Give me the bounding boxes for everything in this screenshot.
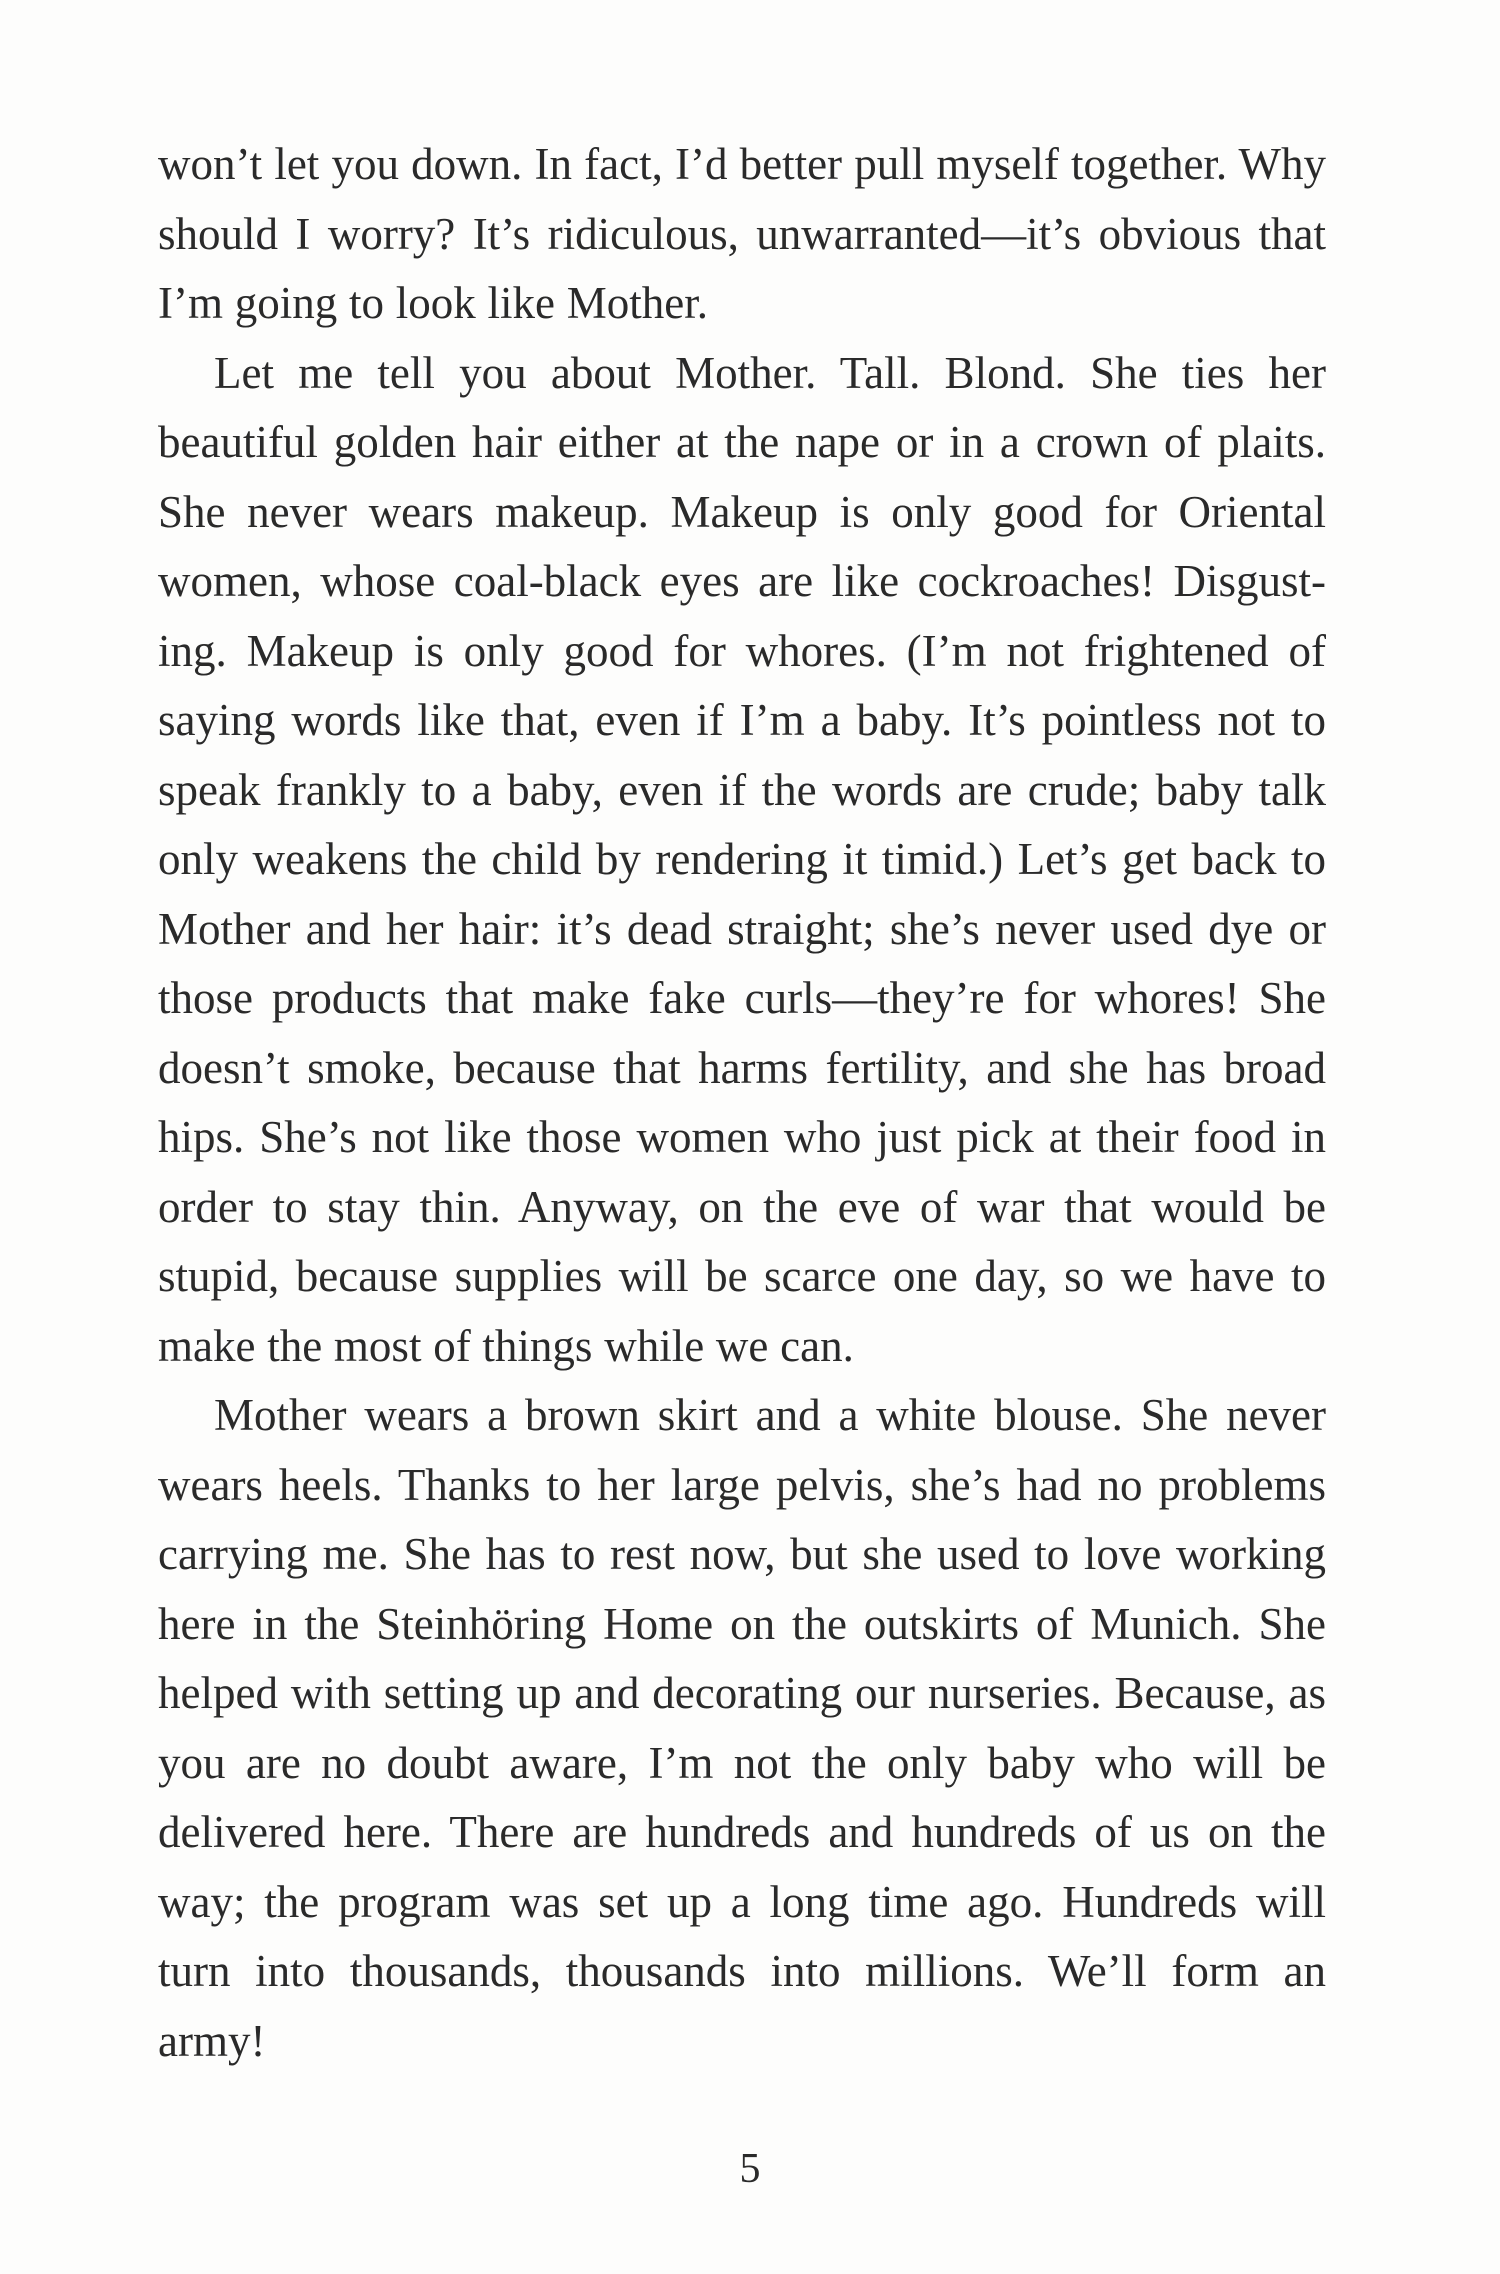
- page-number: 5: [739, 2146, 761, 2192]
- paragraph-continued: won’t let you down. In fact, I’d better pull myself together. Why should I worry? It’s ridiculous, unwarranted—it’s obvious that I’m going to look like Mother.: [158, 139, 1326, 328]
- paragraph-about-mother: Let me tell you about Mother. Tall. Blond. She ties her beautiful golden hair either at the nape or in a crown of plaits. She never wears makeup. Makeup is only good for Oriental women, whose coal-black eyes are like cockroaches! Disgusting. Makeup is only good for whores. (I’m not frightened of saying words like that, even if I’m a baby. It’s pointless not to speak frankly to a baby, even if the words are crude; baby talk only weakens the child by rendering it timid.) Let’s get back to Mother and her hair: it’s dead straight; she’s never used dye or those products that make fake curls—they’re for whores! She doesn’t smoke, because that harms fertility, and she has broad hips. She’s not like those women who just pick at their food in order to stay thin. Anyway, on the eve of war that would be stupid, because supplies will be scarce one day, so we have to make the most of things while we can.: [158, 347, 1326, 1371]
- body-text: [158, 130, 1326, 2076]
- paragraph-steinhoring-home: Mother wears a brown skirt and a white blouse. She never wears heels. Thanks to her large pelvis, she’s had no problems carrying me. She has to rest now, but she used to love working here in the Steinhöring Home on the outskirts of Munich. She helped with setting up and decorating our nurseries. Because, as you are no doubt aware, I’m not the only baby who will be delivered here. There are hundreds and hundreds of us on the way; the program was set up a long time ago. Hundreds will turn into thousands, thousands into millions. We’ll form an army!: [158, 1390, 1326, 2066]
